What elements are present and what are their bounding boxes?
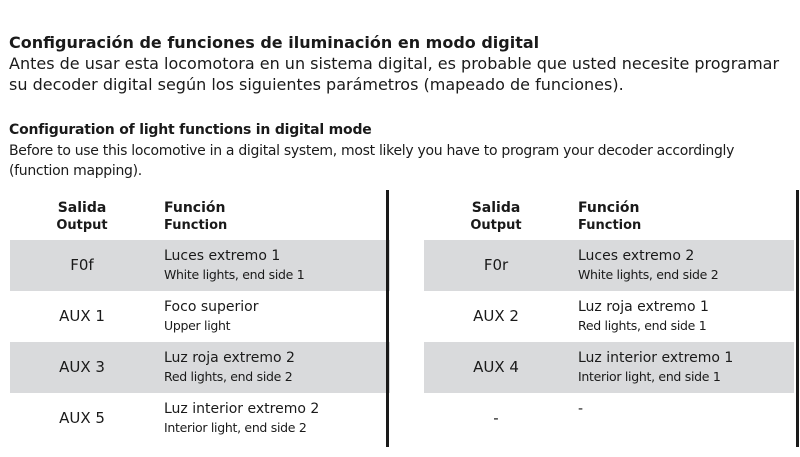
function-es: Luz interior extremo 2: [164, 401, 320, 417]
function-cell: [164, 298, 258, 335]
function-en: Red lights, end side 1: [578, 318, 707, 333]
function-column-header: [578, 199, 641, 235]
output-cell: AUX 5: [59, 409, 105, 427]
function-cell: [164, 400, 319, 437]
function-header-en: Function: [578, 218, 642, 233]
spanish-paragraph: Antes de usar esta locomotora en un sistema digital, es probable que usted necesite programar su decoder digital según los siguientes parámetros (mapeado de funciones).: [9, 54, 780, 94]
spanish-title: Configuración de funciones de iluminación en modo digital: [9, 33, 540, 52]
function-header-en: Function: [164, 218, 228, 233]
english-paragraph: Before to use this locomotive in a digital system, most likely you have to program your decoder accordingly (function mapping).: [9, 143, 735, 179]
function-es: Luces extremo 2: [578, 248, 695, 264]
function-column-header: [164, 199, 227, 235]
column-divider-left: [386, 190, 389, 447]
function-header-es: Función: [578, 200, 640, 216]
table-header: [10, 190, 390, 240]
function-en: White lights, end side 2: [578, 267, 719, 282]
output-header-en: Output: [56, 218, 108, 233]
table-row: [424, 393, 794, 444]
function-en: Upper light: [164, 318, 231, 333]
output-cell: F0f: [70, 256, 94, 274]
table-row: [10, 342, 390, 393]
function-en: White lights, end side 1: [164, 267, 305, 282]
function-cell: [578, 349, 733, 386]
column-divider-right: [796, 190, 799, 447]
function-cell: [164, 247, 304, 284]
output-column-header: [10, 199, 154, 235]
output-header-en: Output: [470, 218, 522, 233]
table-row: [424, 342, 794, 393]
table-row: [10, 240, 390, 291]
output-header-es: Salida: [471, 200, 521, 216]
function-en: Interior light, end side 2: [164, 420, 307, 435]
output-cell: -: [493, 409, 499, 427]
function-cell: [164, 349, 295, 386]
function-cell: [578, 400, 583, 419]
output-cell: AUX 1: [59, 307, 105, 325]
table-row: [424, 240, 794, 291]
table-row: [424, 291, 794, 342]
function-es: -: [578, 401, 584, 417]
function-es: Luces extremo 1: [164, 248, 281, 264]
function-es: Luz roja extremo 2: [164, 350, 295, 366]
function-es: Luz interior extremo 1: [578, 350, 734, 366]
function-table-right: [424, 190, 794, 444]
output-column-header: [424, 199, 568, 235]
function-header-es: Función: [164, 200, 226, 216]
output-cell: AUX 4: [473, 358, 519, 376]
output-cell: F0r: [483, 256, 509, 274]
function-es: Luz roja extremo 1: [578, 299, 709, 315]
function-cell: [578, 247, 718, 284]
table-header: [424, 190, 794, 240]
table-row: [10, 291, 390, 342]
output-header-es: Salida: [57, 200, 107, 216]
output-cell: AUX 3: [59, 358, 105, 376]
function-table-left: [10, 190, 390, 444]
function-es: Foco superior: [164, 299, 259, 315]
english-title: Configuration of light functions in digital mode: [9, 122, 372, 138]
function-cell: [578, 298, 709, 335]
function-en: Red lights, end side 2: [164, 369, 293, 384]
table-row: [10, 393, 390, 444]
output-cell: AUX 2: [473, 307, 519, 325]
function-en: Interior light, end side 1: [578, 369, 721, 384]
